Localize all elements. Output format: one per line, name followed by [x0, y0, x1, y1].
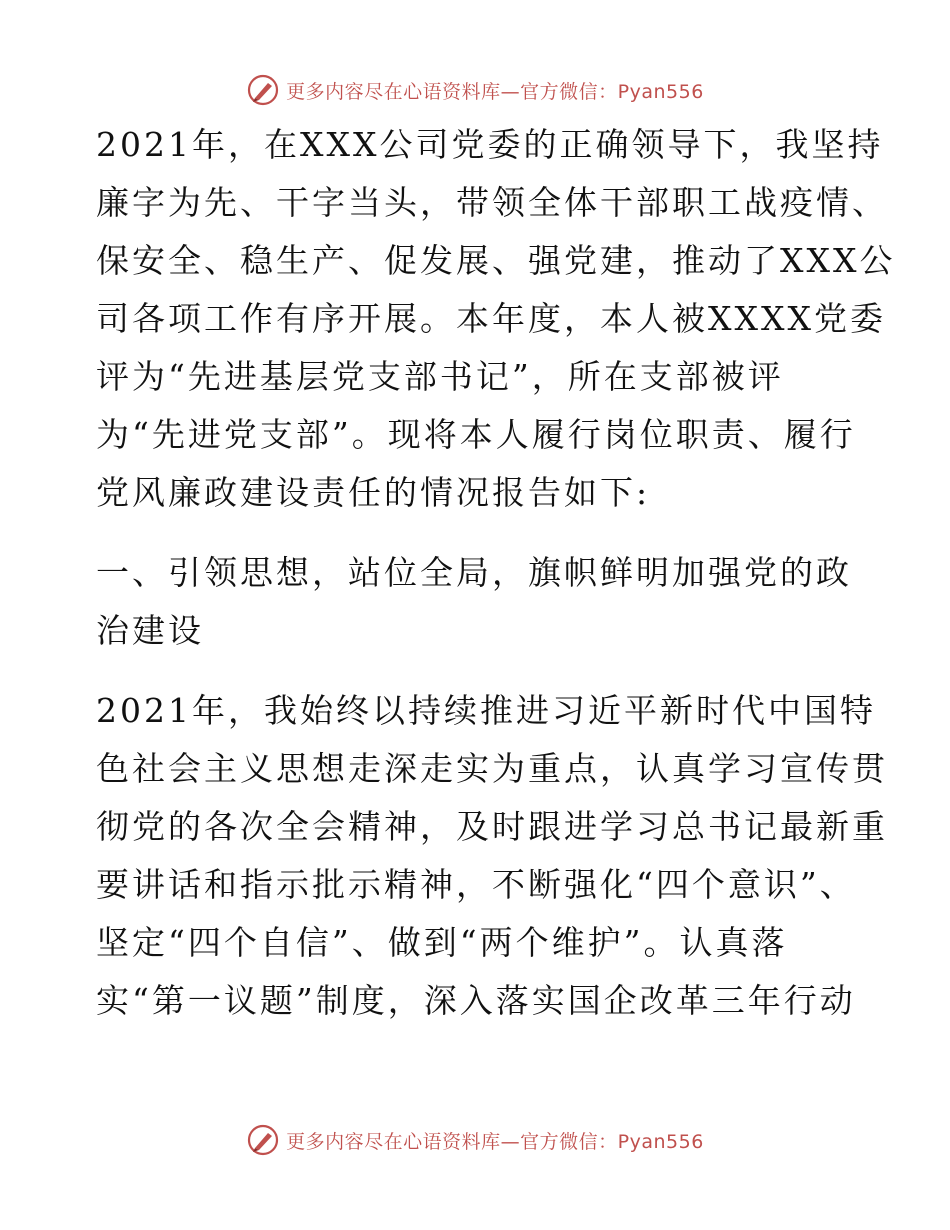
text-line: 2021年，我始终以持续推进习近平新时代中国特 — [96, 691, 876, 730]
text-line: 为“先进党支部”。现将本人履行岗位职责、履行 — [96, 415, 856, 454]
footer-watermark — [0, 1120, 950, 1160]
text-line: 保安全、稳生产、促发展、强党建，推动了XXX公 — [96, 241, 896, 280]
text-line: 实“第一议题”制度，深入落实国企改革三年行动 — [96, 981, 856, 1020]
document-body — [96, 116, 896, 1030]
watermark-text: 更多内容尽在心语资料库—官方微信：Pyan556 — [286, 80, 704, 103]
text-line: 要讲话和指示批示精神，不断强化“四个意识”、 — [96, 865, 856, 904]
text-line: 色社会主义思想走深走实为重点，认真学习宣传贯 — [96, 749, 888, 788]
header-watermark — [0, 70, 950, 110]
text-line: 坚定“四个自信”、做到“两个维护”。认真落 — [96, 923, 788, 962]
pen-logo-icon — [246, 1123, 280, 1157]
text-line: 彻党的各次全会精神，及时跟进学习总书记最新重 — [96, 807, 888, 846]
watermark-text: 更多内容尽在心语资料库—官方微信：Pyan556 — [286, 1130, 704, 1153]
text-line: 党风廉政建设责任的情况报告如下: — [96, 473, 651, 512]
text-line: 司各项工作有序开展。本年度，本人被XXXX党委 — [96, 299, 886, 338]
paragraph-body — [96, 682, 888, 1030]
text-line: 廉字为先、干字当头，带领全体干部职工战疫情、 — [96, 183, 888, 222]
text-line: 评为“先进基层党支部书记”，所在支部被评 — [96, 357, 784, 396]
text-line: 2021年，在XXX公司党委的正确领导下，我坚持 — [96, 125, 884, 164]
section-heading — [96, 544, 856, 660]
text-line: 治建设 — [96, 611, 204, 650]
paragraph-intro — [96, 116, 896, 522]
text-line: 一、引领思想，站位全局，旗帜鲜明加强党的政 — [96, 553, 852, 592]
pen-logo-icon — [246, 73, 280, 107]
